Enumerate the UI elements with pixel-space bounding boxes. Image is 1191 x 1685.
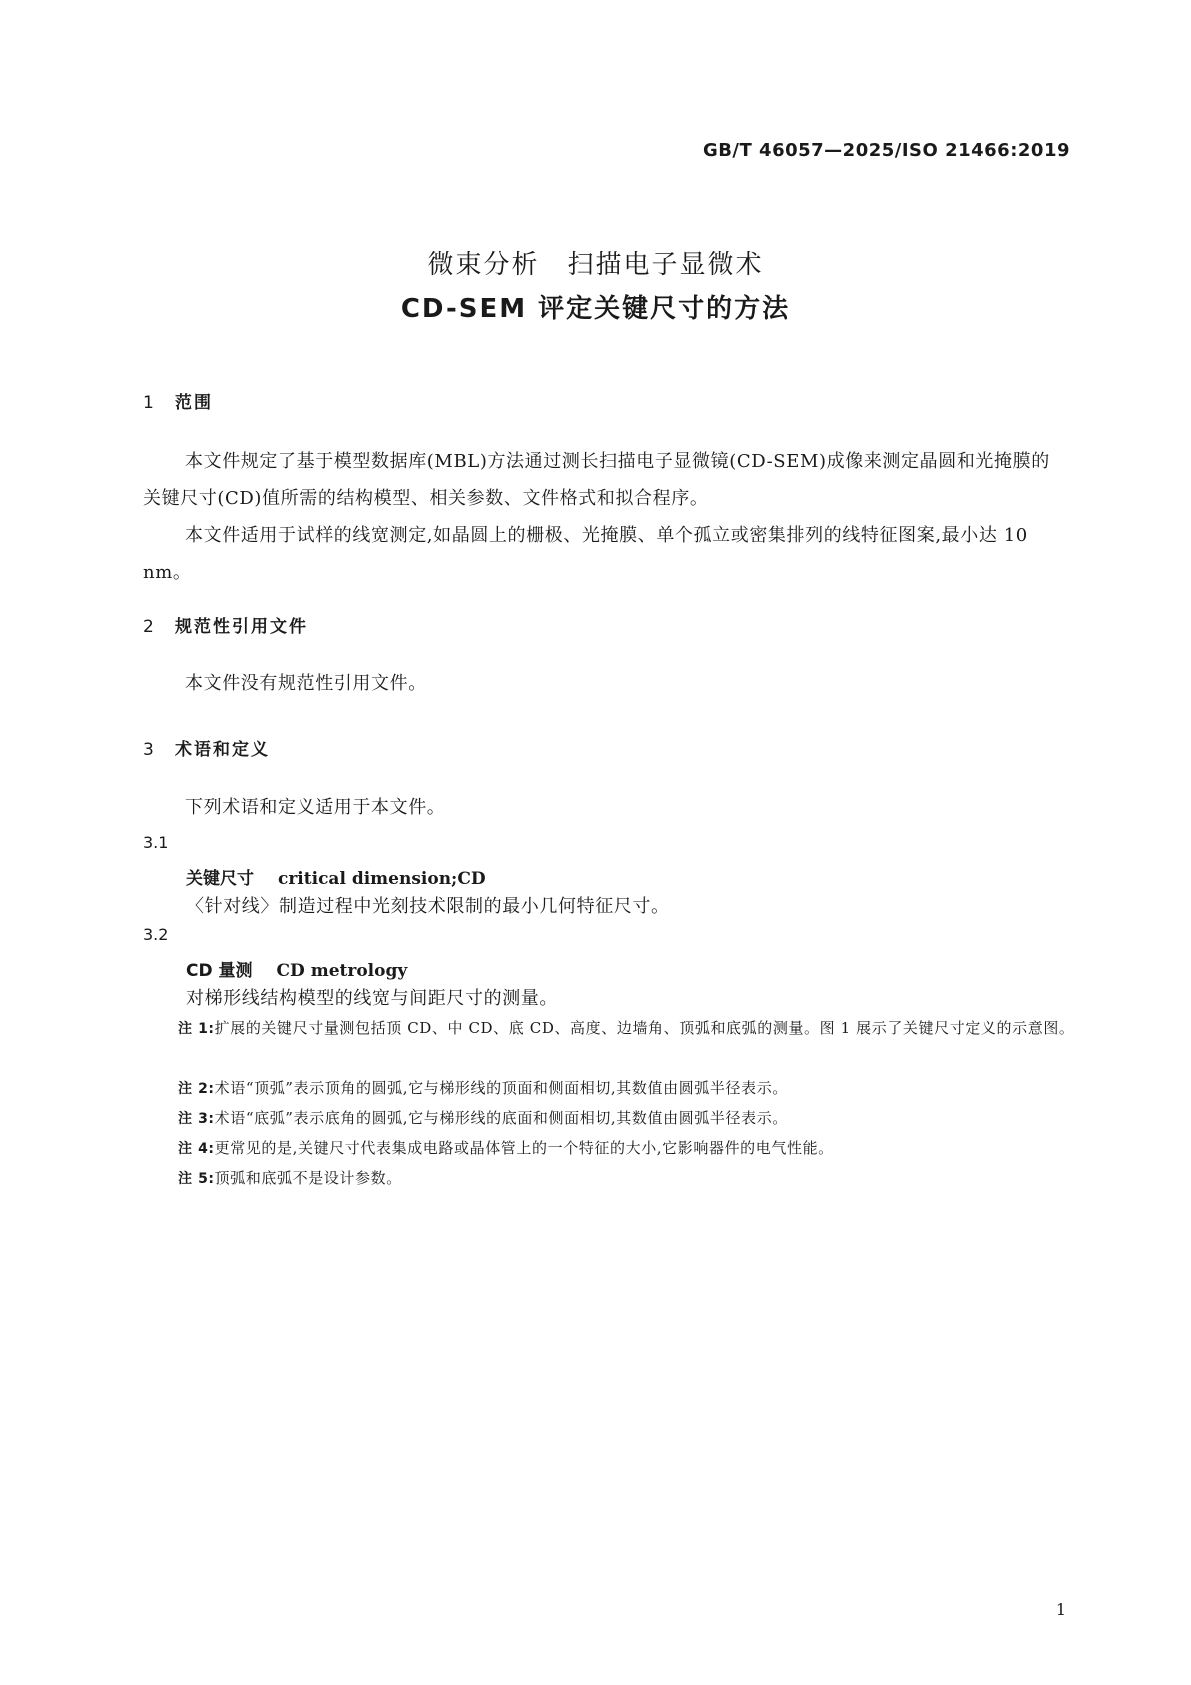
section-title: 规范性引用文件: [175, 617, 308, 637]
term-cn: 关键尺寸: [186, 869, 254, 889]
scope-paragraph-2: 本文件适用于试样的线宽测定,如晶圆上的栅极、光掩膜、单个孤立或密集排列的线特征图案,最小达 10 nm。: [143, 525, 1028, 583]
note-text: 顶弧和底弧不是设计参数。: [214, 1169, 402, 1187]
note-label: 注 1:: [178, 1021, 215, 1037]
section-heading-terms: [143, 735, 270, 760]
normative-references-paragraph: 本文件没有规范性引用文件。: [185, 673, 427, 694]
note-1: [178, 1013, 1132, 1044]
term-en: CD metrology: [276, 961, 408, 981]
note-text: 术语“顶弧”表示顶角的圆弧,它与梯形线的顶面和侧面相切,其数值由圆弧半径表示。: [214, 1079, 788, 1097]
document-title-line2: CD-SEM 评定关键尺寸的方法: [400, 294, 791, 324]
note-text: 术语“底弧”表示底角的圆弧,它与梯形线的底面和侧面相切,其数值由圆弧半径表示。: [214, 1109, 788, 1127]
section-number: 2: [143, 617, 156, 637]
note-label: 注 2:: [178, 1081, 215, 1097]
section-title: 术语和定义: [175, 740, 270, 760]
document-title-line1: 微束分析 扫描电子显微术: [427, 250, 764, 280]
note-5: [178, 1163, 1132, 1194]
term-entry-cd-metrology: [186, 956, 407, 981]
term-cn: CD 量测: [186, 961, 253, 981]
term-definition: 〈针对线〉制造过程中光刻技术限制的最小几何特征尺寸。: [186, 896, 670, 917]
term-number: 3.2: [143, 925, 169, 944]
page-number: 1: [1055, 1600, 1066, 1619]
scope-paragraph-1: 本文件规定了基于模型数据库(MBL)方法通过测长扫描电子显微镜(CD-SEM)成像来测定晶圆和光掩膜的关键尺寸(CD)值所需的结构模型、相关参数、文件格式和拟合程序。: [143, 451, 1050, 509]
section-number: 3: [143, 740, 156, 760]
term-entry-critical-dimension: [186, 864, 486, 889]
section-number: 1: [143, 393, 156, 413]
note-4: [178, 1133, 1132, 1164]
note-2: [178, 1073, 1132, 1104]
term-number: 3.1: [143, 833, 169, 852]
section-heading-normative-references: [143, 612, 308, 637]
note-text: 更常见的是,关键尺寸代表集成电路或晶体管上的一个特征的大小,它影响器件的电气性能。: [214, 1139, 834, 1157]
section-title: 范围: [175, 393, 213, 413]
note-label: 注 3:: [178, 1111, 215, 1127]
note-label: 注 5:: [178, 1171, 215, 1187]
note-3: [178, 1103, 1132, 1134]
term-en: critical dimension;CD: [278, 869, 486, 889]
term-definition: 对梯形线结构模型的线宽与间距尺寸的测量。: [186, 988, 558, 1009]
terms-intro-paragraph: 下列术语和定义适用于本文件。: [185, 797, 446, 818]
note-label: 注 4:: [178, 1141, 215, 1157]
note-text: 扩展的关键尺寸量测包括顶 CD、中 CD、底 CD、高度、边墙角、顶弧和底弧的测量。图 1 展示了关键尺寸定义的示意图。: [214, 1019, 1075, 1037]
standard-number: GB/T 46057—2025/ISO 21466:2019: [702, 140, 1070, 161]
section-heading-scope: [143, 388, 213, 413]
